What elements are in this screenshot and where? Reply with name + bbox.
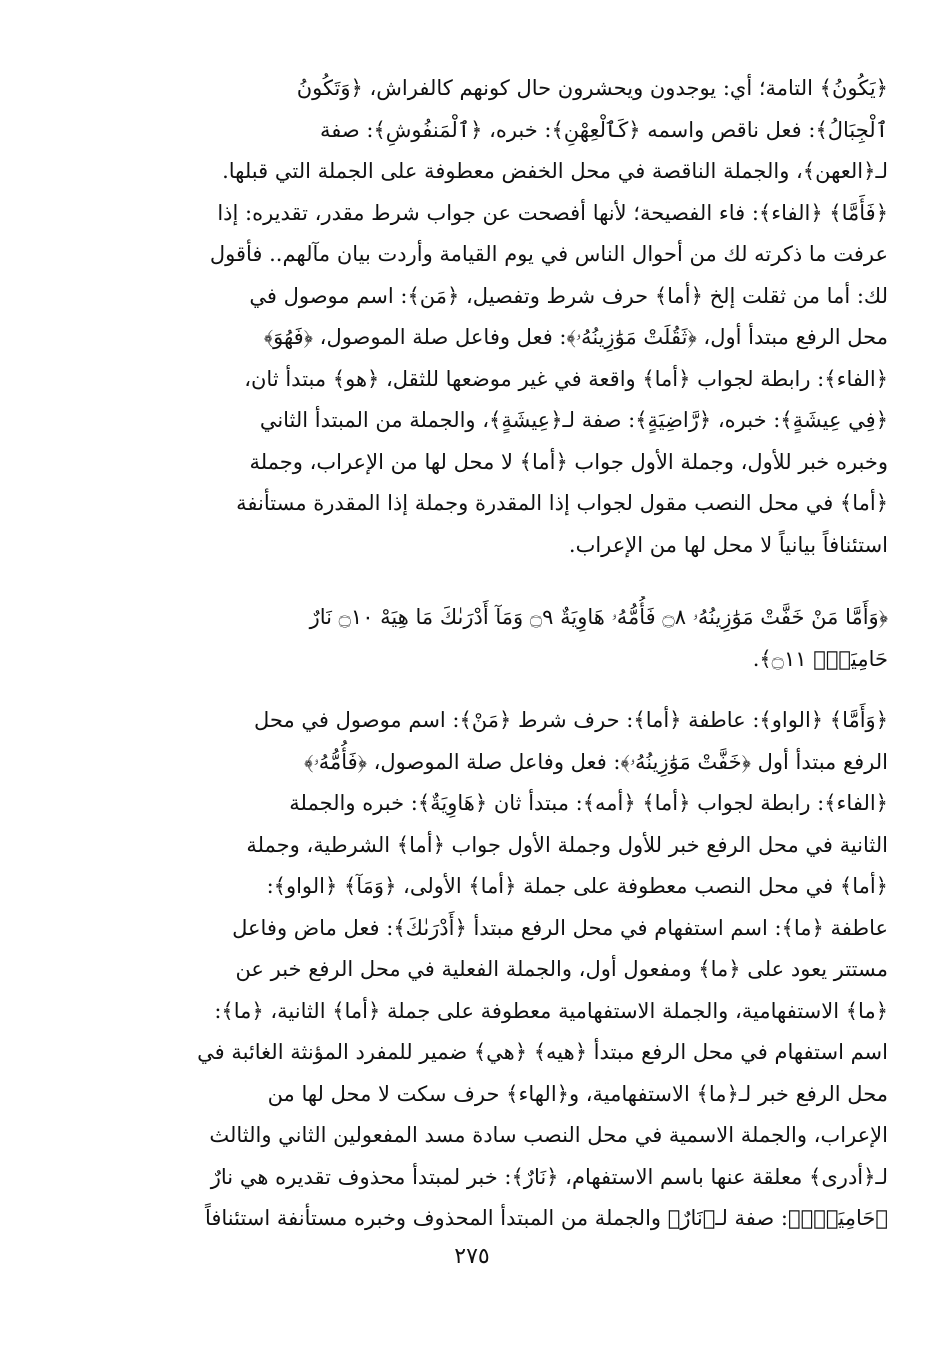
paragraph-commentary-2: ﴿وَأَمَّا﴾ ﴿الواو﴾: عاطفة ﴿أما﴾: حرف شرط ﴿مَنْ﴾: اسم موصول في محل الرفع مبتدأ أول ﴿خَفَّتْ مَوَٰزِينُهُۥ﴾: فعل وفاعل صلة الموصول، ﴿فَأُمُّهُۥ﴾ ﴿الفاء﴾: رابطة لجواب ﴿أما﴾ ﴿أمه﴾: مبتدأ ثان ﴿هَاوِيَةٌ﴾: خبره والجملة الثانية في محل الرفع خبر للأول وجملة الأول جواب ﴿أما﴾ الشرطية، وجملة ﴿أما﴾ في محل النصب معطوفة على جملة ﴿أما﴾ الأولى، ﴿وَمَآ﴾ ﴿الواو﴾: عاطفة ﴿ما﴾: اسم استفهام في محل الرفع مبتدأ ﴿أَدْرَىٰكَ﴾: فعل ماض وفاعل مستتر يعود على ﴿ما﴾ ومفعول أول، والجملة الفعلية في محل الرفع خبر عن ﴿ما﴾ الاستفهامية، والجملة الاستفهامية معطوفة على جملة ﴿أما﴾ الثانية، ﴿ما﴾: اسم استفهام في محل الرفع مبتدأ ﴿هيه﴾ ﴿هي﴾ ضمير للمفرد المؤنثة الغائبة في محل الرفع خبر لـ﴿ما﴾ الاستفهامية، و﴿الهاء﴾ حرف سكت لا محل لها من الإعراب، والجملة الاسمية في محل النصب سادة مسد المفعولين الثاني والثالث لـ﴿أدرى﴾ معلقة عنها باسم الاستفهام، ﴿نَارٌ﴾: خبر لمبتدأ محذوف تقديره هي نارٌ ﴿حَامِيَةٌۢ﴾: صفة لـ﴿نَارٌ﴾ والجملة من المبتدأ المحذوف وخبره مستأنفة استئنافاً — [197, 708, 888, 1230]
paragraph-commentary-1: ﴿يَكُونُ﴾ التامة؛ أي: يوجدون ويحشرون حال كونهم كالفراش، ﴿وَتَكُونُ ٱلْجِبَالُ﴾: فعل ناقص واسمه ﴿كَٱلْعِهْنِ﴾: خبره، ﴿ٱلْمَنفُوشِ﴾: صفة لـ﴿العهن﴾، والجملة الناقصة في محل الخفض معطوفة على الجملة التي قبلها. ﴿فَأَمَّا﴾ ﴿الفاء﴾: فاء الفصيحة؛ لأنها أفصحت عن جواب شرط مقدر، تقديره: إذا عرفت ما ذكرته لك من أحوال الناس في يوم القيامة وأردت بيان مآلهم.. فأقول لك: أما من ثقلت إلخ ﴿أما﴾ حرف شرط وتفصيل، ﴿مَن﴾: اسم موصول في محل الرفع مبتدأ أول، ﴿ثَقُلَتْ مَوَٰزِينُهُۥ﴾: فعل وفاعل صلة الموصول، ﴿فَهُوَ﴾ ﴿الفاء﴾: رابطة لجواب ﴿أما﴾ واقعة في غير موضعها للثقل، ﴿هو﴾ مبتدأ ثان، ﴿فِي عِيشَةٍ﴾: خبره، ﴿رَّاضِيَةٍ﴾: صفة لـ﴿عِيشَةٍ﴾، والجملة من المبتدأ الثاني وخبره خبر للأول، وجملة الأول جواب ﴿أما﴾ لا محل لها من الإعراب، وجملة ﴿أما﴾ في محل النصب مقول لجواب إذا المقدرة وجملة إذا المقدرة مستأنفة استئنافاً بيانياً لا محل لها من الإعراب. — [209, 76, 888, 557]
page-number: ٢٧٥ — [454, 1244, 490, 1269]
quran-verse-block: ﴿وَأَمَّا مَنْ خَفَّتْ مَوَٰزِينُهُۥ ۝٨ فَأُمُّهُۥ هَاوِيَةٌ ۝٩ وَمَآ أَدْرَىٰكَ مَا هِيَهْ ۝١٠ نَارٌ حَامِيَةٌۢ ۝١١﴾. — [309, 605, 888, 671]
page-body — [96, 68, 888, 1240]
